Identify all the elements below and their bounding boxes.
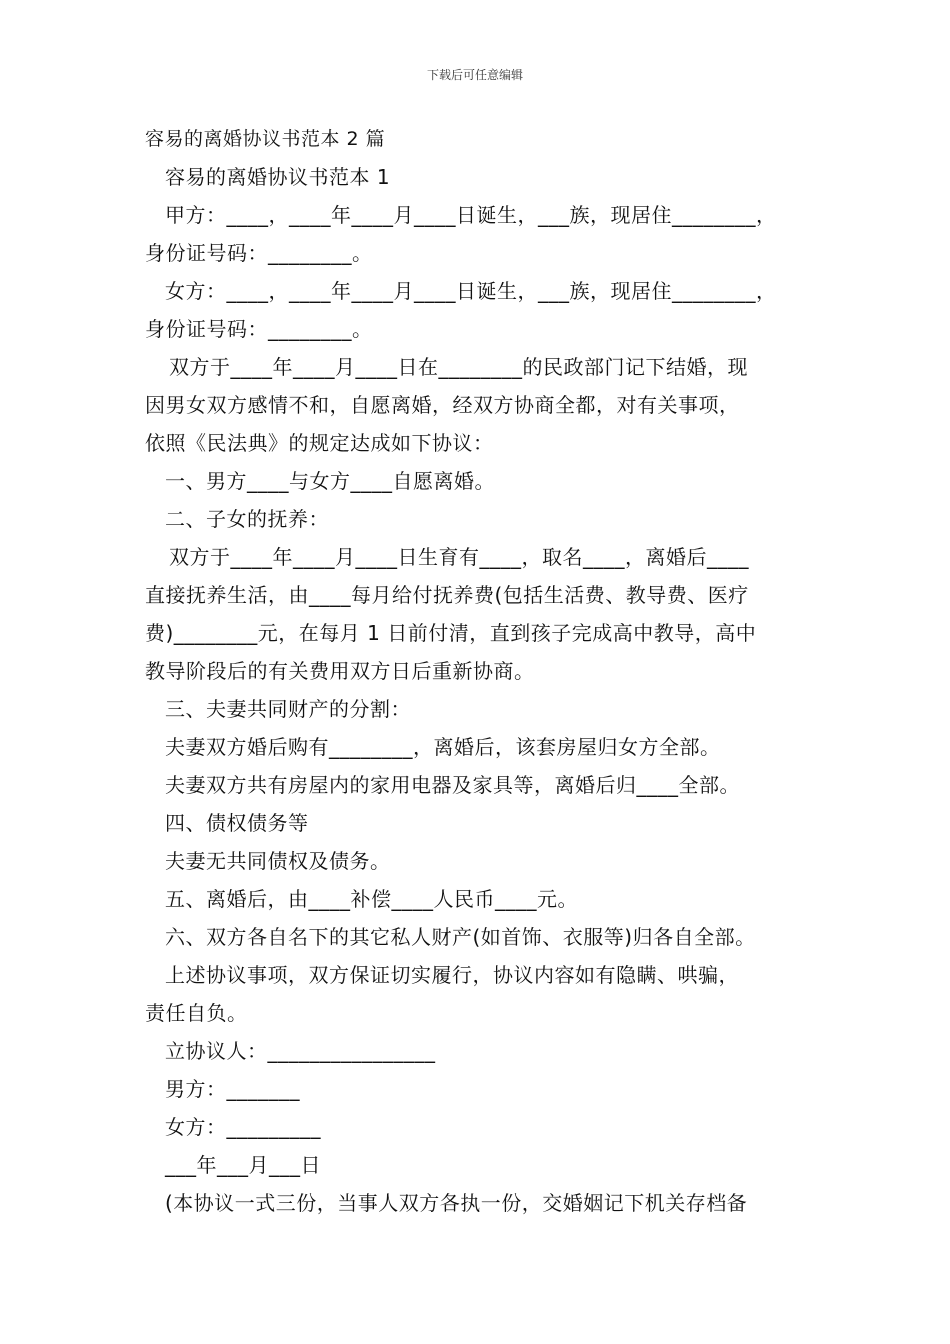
body-line: 双方于____年____月____日在________的民政部门记下结婚，现 [169,355,748,379]
section-title: 容易的离婚协议书范本 1 [165,165,391,189]
document-title: 容易的离婚协议书范本 2 篇 [145,128,386,150]
party-a-id-line: 身份证号码：________。 [145,241,373,265]
header-note: 下载后可任意编辑 [426,68,523,82]
clause-heading: 五、离婚后，由____补偿____人民币____元。 [165,887,578,911]
footnote-line: (本协议一式三份，当事人双方各执一份，交婚姻记下机关存档备 [165,1191,748,1215]
clause-heading: 一、男方____与女方____自愿离婚。 [165,469,495,493]
body-line: 上述协议事项，双方保证切实履行，协议内容如有隐瞒、哄骗， [165,963,739,987]
body-line: 依照《民法典》的规定达成如下协议： [145,431,494,455]
date-line: ___年___月___日 [165,1153,321,1177]
body-line: 双方于____年____月____日生育有____，取名____，离婚后____ [169,545,749,569]
clause-heading: 二、子女的抚养： [165,507,329,531]
clause-heading: 六、双方各自名下的其它私人财产(如首饰、衣服等)归各自全部。 [165,925,756,949]
document-body [145,120,815,1222]
body-line: 教导阶段后的有关费用双方日后重新协商。 [145,659,535,683]
clause-heading: 三、夫妻共同财产的分割： [165,697,411,721]
clause-heading: 四、债权债务等 [165,811,309,835]
female-signature-line: 女方：_________ [165,1115,321,1139]
party-b-id-line: 身份证号码：________。 [145,317,373,341]
body-line: 夫妻双方共有房屋内的家用电器及家具等，离婚后归____全部。 [165,773,740,797]
body-line: 夫妻双方婚后购有________，离婚后，该套房屋归女方全部。 [165,735,721,759]
body-line: 责任自负。 [145,1001,248,1025]
body-line: 夫妻无共同债权及债务。 [165,849,391,873]
party-a-line: 甲方：____，____年____月____日诞生，___族，现居住________， [165,203,777,227]
signatory-line: 立协议人：________________ [165,1039,436,1063]
body-line: 直接抚养生活，由____每月给付抚养费(包括生活费、教导费、医疗 [145,583,749,607]
body-line: 因男女双方感情不和，自愿离婚，经双方协商全都，对有关事项， [145,393,740,417]
party-b-line: 女方：____，____年____月____日诞生，___族，现居住________， [165,279,777,303]
body-line: 费)________元，在每月 1 日前付清，直到孩子完成高中教导，高中 [145,621,757,645]
male-signature-line: 男方：_______ [165,1077,300,1101]
